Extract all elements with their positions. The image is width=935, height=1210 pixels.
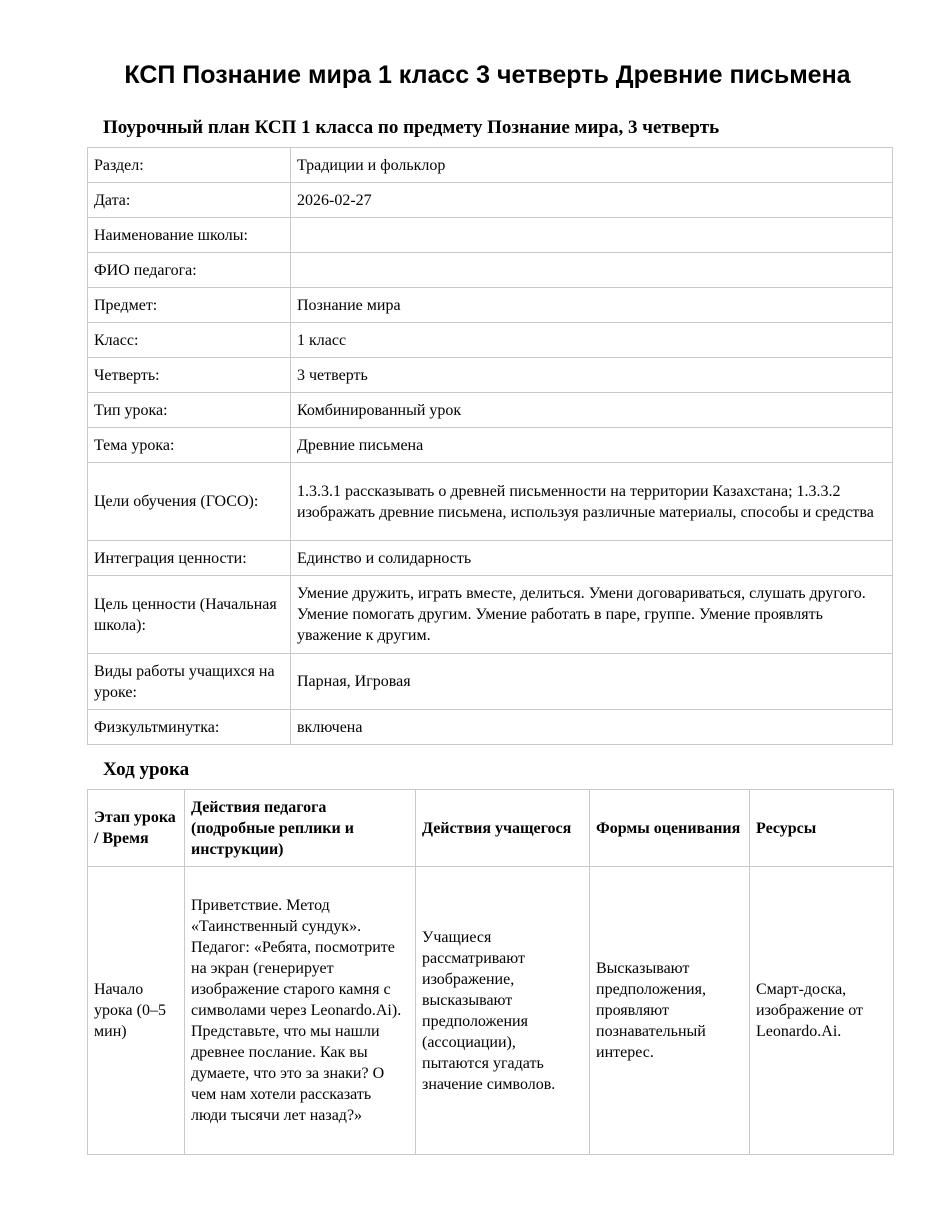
info-value: 3 четверть	[291, 358, 893, 393]
info-label: Виды работы учащихся на уроке:	[88, 654, 291, 710]
table-row	[88, 253, 893, 288]
info-label: ФИО педагога:	[88, 253, 291, 288]
cell-stage: Начало урока (0–5 мин)	[88, 867, 185, 1155]
info-label: Раздел:	[88, 148, 291, 183]
table-row	[88, 148, 893, 183]
info-label: Цель ценности (Начальная школа):	[88, 576, 291, 654]
cell-resources: Смарт-доска, изображение от Leonardo.Ai.	[750, 867, 894, 1155]
info-label: Интеграция ценности:	[88, 541, 291, 576]
table-row	[88, 428, 893, 463]
cell-teacher: Приветствие. Метод «Таинственный сундук». Педагог: «Ребята, посмотрите на экран (генерирует изображение старого камня с символами через Leonardo.Ai). Представьте, что мы нашли древнее послание. Как вы думаете, что это за знаки? О чем нам хотели рассказать люди тысячи лет назад?»	[185, 867, 416, 1155]
column-header-student: Действия учащегося	[416, 790, 590, 867]
info-label: Тема урока:	[88, 428, 291, 463]
info-label: Цели обучения (ГОСО):	[88, 463, 291, 541]
info-value: 2026-02-27	[291, 183, 893, 218]
info-label: Предмет:	[88, 288, 291, 323]
document-title: КСП Познание мира 1 класс 3 четверть Древние письмена	[124, 61, 851, 89]
table-row	[88, 541, 893, 576]
column-header-resources: Ресурсы	[750, 790, 894, 867]
lesson-info-table	[87, 147, 893, 745]
info-value: Древние письмена	[291, 428, 893, 463]
info-value: 1 класс	[291, 323, 893, 358]
info-value	[291, 253, 893, 288]
table-row	[88, 323, 893, 358]
info-value: Познание мира	[291, 288, 893, 323]
table-row	[88, 710, 893, 745]
table-row	[88, 183, 893, 218]
info-label: Наименование школы:	[88, 218, 291, 253]
info-label: Физкультминутка:	[88, 710, 291, 745]
info-value: Единство и солидарность	[291, 541, 893, 576]
lesson-section-title: Ход урока	[103, 759, 190, 780]
table-row	[88, 576, 893, 654]
column-header-stage: Этап урока / Время	[88, 790, 185, 867]
info-label: Дата:	[88, 183, 291, 218]
info-value: Традиции и фольклор	[291, 148, 893, 183]
column-header-teacher: Действия педагога (подробные реплики и инструкции)	[185, 790, 416, 867]
table-row	[88, 218, 893, 253]
info-value: 1.3.3.1 рассказывать о древней письменности на территории Казахстана; 1.3.3.2 изображать древние письмена, используя различные материалы, способы и средства	[291, 463, 893, 541]
cell-assessment: Высказывают предположения, проявляют познавательный интерес.	[590, 867, 750, 1155]
table-row	[88, 358, 893, 393]
info-value: Парная, Игровая	[291, 654, 893, 710]
info-value: Умение дружить, играть вместе, делиться. Умени договариваться, слушать другого. Умение помогать другим. Умение работать в паре, группе. Умение проявлять уважение к другим.	[291, 576, 893, 654]
info-label: Четверть:	[88, 358, 291, 393]
info-label: Тип урока:	[88, 393, 291, 428]
plan-subtitle: Поурочный план КСП 1 класса по предмету Познание мира, 3 четверть	[103, 117, 720, 138]
info-label: Класс:	[88, 323, 291, 358]
table-row	[88, 867, 894, 1155]
info-value: Комбинированный урок	[291, 393, 893, 428]
table-header-row	[88, 790, 894, 867]
table-row	[88, 393, 893, 428]
cell-student: Учащиеся рассматривают изображение, высказывают предположения (ассоциации), пытаются угадать значение символов.	[416, 867, 590, 1155]
table-row	[88, 288, 893, 323]
table-row	[88, 654, 893, 710]
column-header-assessment: Формы оценивания	[590, 790, 750, 867]
table-row	[88, 463, 893, 541]
info-value: включена	[291, 710, 893, 745]
lesson-progress-table	[87, 789, 894, 1155]
info-value	[291, 218, 893, 253]
